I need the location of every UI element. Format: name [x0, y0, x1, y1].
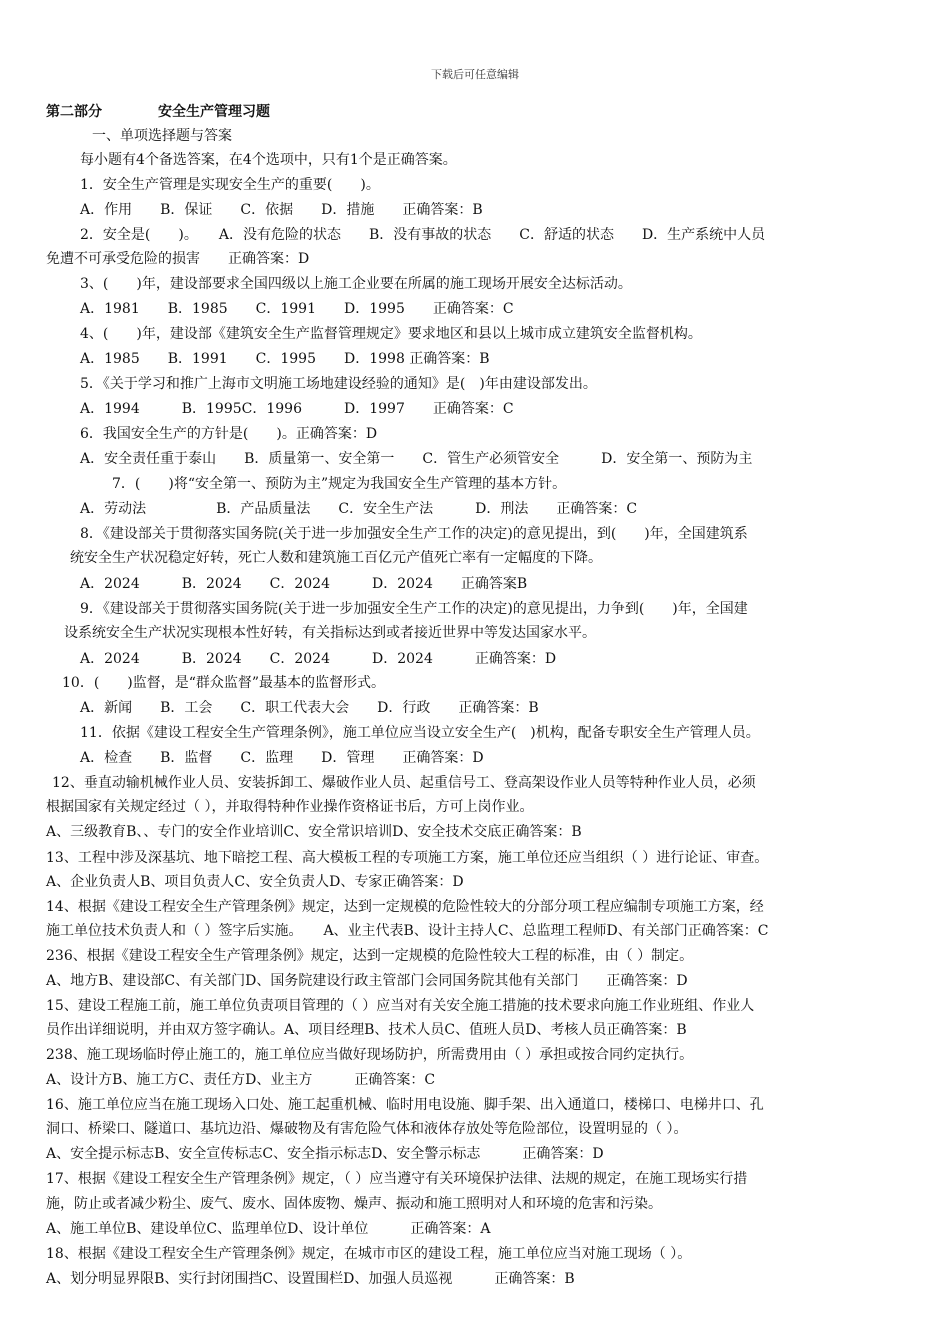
text-line: A．2024 B．2024 C．2024 D．2024 正确答案B	[80, 576, 528, 592]
text-line: 设系统安全生产状况实现根本性好转，有关指标达到或者接近世界中等发达国家水平。	[64, 625, 596, 641]
text-line: A、企业负责人B、项目负责人C、安全负责人D、专家正确答案：D	[46, 874, 464, 890]
text-line: 10．( )监督，是“群众监督”最基本的监督形式。	[62, 675, 386, 691]
text-line: A．2024 B．2024 C．2024 D．2024 正确答案：D	[80, 651, 557, 667]
text-line: A、安全提示标志B、安全宣传标志C、安全指示标志D、安全警示标志 正确答案：D	[46, 1146, 604, 1162]
text-line: A．1994 B．1995C．1996 D．1997 正确答案：C	[80, 401, 514, 417]
text-line: 洞口、桥梁口、隧道口、基坑边沿、爆破物及有害危险气体和液体存放处等危险部位，设置明显的（ ）。	[46, 1121, 688, 1137]
text-line: A、地方B、建设部C、有关部门D、国务院建设行政主管部门会同国务院其他有关部门 正确答案：D	[46, 973, 688, 989]
text-line: 13、工程中涉及深基坑、地下暗挖工程、高大模板工程的专项施工方案，施工单位还应当组织（ ）进行论证、审查。	[46, 850, 769, 866]
text-line: 统安全生产状况稳定好转，死亡人数和建筑施工百亿元产值死亡率有一定幅度的下降。	[70, 550, 602, 566]
text-line: 5．《关于学习和推广上海市文明施工场地建设经验的通知》是( )年由建设部发出。	[80, 376, 597, 392]
text-line: 3、( )年，建设部要求全国四级以上施工企业要在所属的施工现场开展安全达标活动。	[80, 276, 632, 292]
text-line: 员作出详细说明，并由双方签字确认。A、项目经理B、技术人员C、值班人员D、考核人员正确答案：B	[46, 1022, 687, 1038]
text-line: A．劳动法 B．产品质量法 C．安全生产法 D．刑法 正确答案：C	[80, 501, 638, 517]
text-line: 每小题有4个备选答案，在4个选项中，只有1个是正确答案。	[80, 152, 457, 168]
text-line: A．1985 B．1991 C．1995 D．1998 正确答案：B	[80, 351, 490, 367]
text-line: 1．安全生产管理是实现安全生产的重要( )。	[80, 177, 380, 193]
text-line: 根据国家有关规定经过（ ），并取得特种作业操作资格证书后，方可上岗作业。	[46, 799, 534, 815]
text-line: 8．《建设部关于贯彻落实国务院(关于进一步加强安全生产工作的决定)的意见提出，到( )年，全国建筑系	[80, 526, 748, 542]
text-line: A、划分明显界限B、实行封闭围挡C、设置围栏D、加强人员巡视 正确答案：B	[46, 1271, 575, 1287]
text-line: 施工单位技术负责人和（ ）签字后实施。 A、业主代表B、设计主持人C、总监理工程师D、有关部门正确答案：C	[46, 923, 769, 939]
page-header: 下载后可任意编辑	[431, 68, 519, 81]
text-line: 12、垂直动输机械作业人员、安装拆卸工、爆破作业人员、起重信号工、登高架设作业人员等特种作业人员，必须	[52, 775, 756, 791]
text-line: A、三级教育B、、专门的安全作业培训C、安全常识培训D、安全技术交底正确答案：B	[46, 824, 582, 840]
text-line: A．新闻 B．工会 C．职工代表大会 D．行政 正确答案：B	[80, 700, 539, 716]
text-line: A．1981 B．1985 C．1991 D．1995 正确答案：C	[80, 301, 514, 317]
text-line: 免遭不可承受危险的损害 正确答案：D	[46, 251, 310, 267]
text-line: 9．《建设部关于贯彻落实国务院(关于进一步加强安全生产工作的决定)的意见提出，力争到( )年，全国建	[80, 601, 748, 617]
text-line: A．安全责任重于泰山 B．质量第一、安全第一 C．管生产必须管安全 D．安全第一、预防为主	[80, 451, 753, 467]
text-line: 236、根据《建设工程安全生产管理条例》规定，达到一定规模的危险性较大工程的标准，由（ ）制定。	[46, 948, 694, 964]
text-line: 一、单项选择题与答案	[92, 128, 232, 144]
text-line: 18、根据《建设工程安全生产管理条例》规定，在城市市区的建设工程，施工单位应当对施工现场（ ）。	[46, 1246, 692, 1262]
section-title: 第二部分 安全生产管理习题	[46, 104, 270, 120]
text-line: 6．我国安全生产的方针是( )。正确答案：D	[80, 426, 378, 442]
text-line: 16、施工单位应当在施工现场入口处、施工起重机械、临时用电设施、脚手架、出入通道口，楼梯口、电梯井口、孔	[46, 1097, 764, 1113]
text-line: 11．依据《建设工程安全生产管理条例》，施工单位应当设立安全生产( )机构，配备专职安全生产管理人员。	[80, 725, 760, 741]
text-line: 7．( )将“安全第一、预防为主”规定为我国安全生产管理的基本方针。	[112, 476, 567, 492]
text-line: 4、( )年，建设部《建筑安全生产监督管理规定》要求地区和县以上城市成立建筑安全监督机构。	[80, 326, 702, 342]
text-line: 238、施工现场临时停止施工的，施工单位应当做好现场防护，所需费用由（ ）承担或按合同约定执行。	[46, 1047, 694, 1063]
text-line: 14、根据《建设工程安全生产管理条例》规定，达到一定规模的危险性较大的分部分项工程应编制专项施工方案，经	[46, 899, 764, 915]
text-line: 17、根据《建设工程安全生产管理条例》规定，（ ）应当遵守有关环境保护法律、法规的规定，在施工现场实行措	[46, 1171, 748, 1187]
text-line: 15、建设工程施工前，施工单位负责项目管理的（ ）应当对有关安全施工措施的技术要求向施工作业班组、作业人	[46, 998, 755, 1014]
text-line: A、施工单位B、建设单位C、监理单位D、设计单位 正确答案：A	[46, 1221, 491, 1237]
text-line: 施，防止或者减少粉尘、废气、废水、固体废物、燥声、振动和施工照明对人和环境的危害和污染。	[46, 1196, 662, 1212]
text-line: 2．安全是( )。 A．没有危险的状态 B．没有事故的状态 C．舒适的状态 D．生产系统中人员	[80, 227, 766, 243]
text-line: A．检查 B．监督 C．监理 D．管理 正确答案：D	[80, 750, 484, 766]
text-line: A、设计方B、施工方C、责任方D、业主方 正确答案：C	[46, 1072, 436, 1088]
text-line: A．作用 B．保证 C．依据 D．措施 正确答案：B	[80, 202, 483, 218]
